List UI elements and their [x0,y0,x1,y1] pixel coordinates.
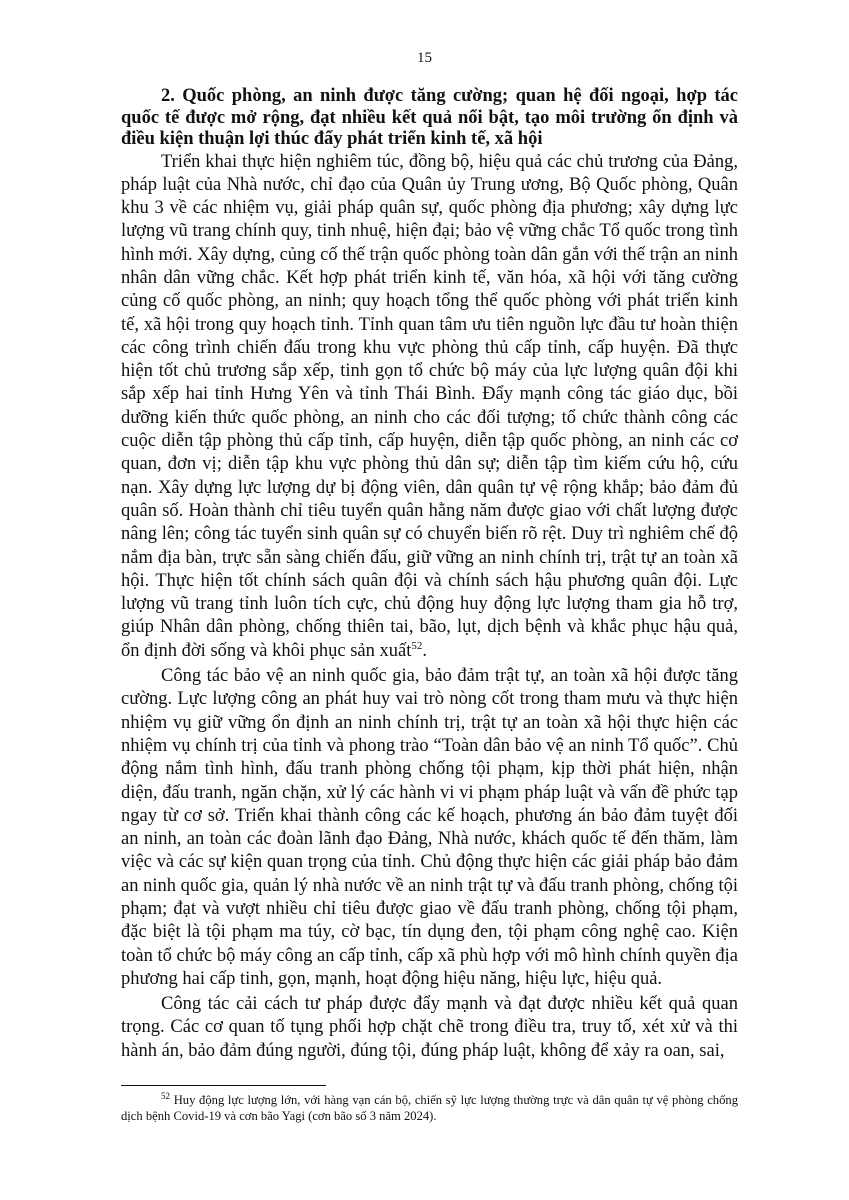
footnote [121,1090,738,1124]
paragraph-defense: Triển khai thực hiện nghiêm túc, đồng bộ, hiệu quả các chủ trương của Đảng, pháp luật của Nhà nước, chỉ đạo của Quân ủy Trung ương, Bộ Quốc phòng, Quân khu 3 về các nhiệm vụ, giải pháp quân sự, quốc phòng địa phương; xây dựng lực lượng vũ trang chính quy, tinh nhuệ, hiện đại; bảo vệ vững chắc Tổ quốc trong tình hình mới. Xây dựng, củng cố thế trận quốc phòng toàn dân gắn với thế trận an ninh nhân dân vững chắc. Kết hợp phát triển kinh tế, văn hóa, xã hội với tăng cường củng cố quốc phòng, an ninh; quy hoạch tổng thể quốc phòng với phát triển kinh tế, xã hội trong quy hoạch tỉnh. Tỉnh quan tâm ưu tiên nguồn lực đầu tư hoàn thiện các công trình chiến đấu trong khu vực phòng thủ cấp tỉnh, cấp huyện. Đã thực hiện tốt chủ trương sắp xếp, tinh gọn tổ chức bộ máy của lực lượng quân đội khi sắp xếp hai tỉnh Hưng Yên và tỉnh Thái Bình. Đẩy mạnh công tác giáo dục, bồi dưỡng kiến thức quốc phòng, an ninh cho các đối tượng; tổ chức thành công các cuộc diễn tập phòng thủ cấp tỉnh, cấp huyện, diễn tập quốc phòng, an ninh các cơ quan, đơn vị; diễn tập khu vực phòng thủ dân sự; diễn tập tìm kiếm cứu hộ, cứu nạn. Xây dựng lực lượng dự bị động viên, dân quân tự vệ rộng khắp; bảo đảm đủ quân số. Hoàn thành chỉ tiêu tuyển quân hằng năm được giao với chất lượng được nâng lên; công tác tuyển sinh quân sự có chuyển biến rõ rệt. Duy trì nghiêm chế độ nắm địa bàn, trực sẵn sàng chiến đấu, giữ vững an ninh chính trị, trật tự an toàn xã hội. Thực hiện tốt chính sách quân đội và chính sách hậu phương quân đội. Lực lượng vũ trang tỉnh luôn tích cực, chủ động huy động lực lượng tham gia hỗ trợ, giúp Nhân dân phòng, chống thiên tai, bão, lụt, dịch bệnh và khắc phục hậu quả, ổn định đời sống và khôi phục sản xuất$^{52}$. [121,151,738,661]
footnote-text: Huy động lực lượng lớn, với hàng vạn cán bộ, chiến sỹ lực lượng thường trực và dân quân tự vệ phòng chống dịch bệnh Covid-19 và cơn bão Yagi (cơn bão số 3 năm 2024). [121,1093,738,1123]
footnote-divider [121,1085,326,1086]
footnote-number: 52 [161,1090,170,1101]
page-number: 15 [417,50,432,66]
paragraph-security [121,665,738,991]
paragraph-text: Triển khai thực hiện nghiêm túc, đồng bộ, hiệu quả các chủ trương của Đảng, pháp luật của Nhà nước, chỉ đạo của Quân ủy Trung ương, Bộ Quốc phòng, Quân khu 3 về các nhiệm vụ, giải pháp quân sự, quốc phòng địa phương; xây dựng lực lượng vũ trang chính quy, tinh nhuệ, hiện đại; bảo vệ vững chắc Tổ quốc trong tình hình mới. Xây dựng, củng cố thế trận quốc phòng toàn dân gắn với thế trận an ninh nhân dân vững chắc. Kết hợp phát triển kinh tế, văn hóa, xã hội với tăng cường củng cố quốc phòng, an ninh; quy hoạch tổng thể quốc phòng với phát triển kinh tế, xã hội trong quy hoạch tỉnh. Tỉnh quan tâm ưu tiên nguồn lực đầu tư hoàn thiện các công trình chiến đấu trong khu vực phòng thủ cấp tỉnh, cấp huyện. Đã thực hiện tốt chủ trương sắp xếp, tinh gọn tổ chức bộ máy của lực lượng quân đội khi sắp xếp hai tỉnh Hưng Yên và tỉnh Thái Bình. Đẩy mạnh công tác giáo dục, bồi dưỡng kiến thức quốc phòng, an ninh cho các đối tượng; tổ chức thành công các cuộc diễn tập phòng thủ cấp tỉnh, cấp huyện, diễn tập quốc phòng, an ninh các cơ quan, đơn vị; diễn tập khu vực phòng thủ dân sự; diễn tập tìm kiếm cứu hộ, cứu nạn. Xây dựng lực lượng dự bị động viên, dân quân tự vệ rộng khắp; bảo đảm đủ quân số. Hoàn thành chỉ tiêu tuyển quân hằng năm được giao với chất lượng được nâng lên; công tác tuyển sinh quân sự có chuyển biến rõ rệt. Duy trì nghiêm chế độ nắm địa bàn, trực sẵn sàng chiến đấu, giữ vững an ninh chính trị, trật tự an toàn xã hội. Thực hiện tốt chính sách quân đội và chính sách hậu phương quân đội. Lực lượng vũ trang tỉnh luôn tích cực, chủ động huy động lực lượng tham gia hỗ trợ, giúp Nhân dân phòng, chống thiên tai, bão, lụt, dịch bệnh và khắc phục hậu quả, ổn định đời sống và khôi phục sản xuất [121,151,738,661]
paragraph-judicial-reform [121,993,738,1063]
document-body [121,86,738,1063]
footnote-reference[interactable]: 52 [411,639,423,652]
paragraph-text: Công tác bảo vệ an ninh quốc gia, bảo đảm trật tự, an toàn xã hội được tăng cường. Lực lượng công an phát huy vai trò nòng cốt trong tham mưu và thực hiện nhiệm vụ giữ vững ổn định an ninh chính trị, trật tự an toàn xã hội thực hiện các nhiệm vụ chính trị của tỉnh và phong trào “Toàn dân bảo vệ an ninh Tổ quốc”. Chủ động nắm tình hình, đấu tranh phòng chống tội phạm, kịp thời phát hiện, nhận diện, đấu tranh, ngăn chặn, xử lý các hành vi vi phạm pháp luật và vấn đề phức tạp ngay từ cơ sở. Triển khai thành công các kế hoạch, phương án bảo đảm tuyệt đối an ninh, an toàn các đoàn lãnh đạo Đảng, Nhà nước, khách quốc tế đến thăm, làm việc và các sự kiện quan trọng của tỉnh. Chủ động thực hiện các giải pháp bảo đảm an ninh quốc gia, quản lý nhà nước về an ninh trật tự và đấu tranh phòng, chống tội phạm; đạt và vượt nhiều chỉ tiêu được giao về đấu tranh phòng, chống tội phạm, đặc biệt là tội phạm ma túy, cờ bạc, tín dụng đen, tội phạm công nghệ cao. Kiện toàn tổ chức bộ máy công an cấp tỉnh, cấp xã phù hợp với mô hình chính quyền địa phương hai cấp tinh, gọn, mạnh, hoạt động hiệu năng, hiệu lực, hiệu quả. [121,666,738,989]
section-heading: 2. Quốc phòng, an ninh được tăng cường; quan hệ đối ngoại, hợp tác quốc tế được mở rộng, đạt nhiều kết quả nổi bật, tạo môi trường ổn định và điều kiện thuận lợi thúc đẩy phát triển kinh tế, xã hội [121,86,738,149]
paragraph-text: Công tác cải cách tư pháp được đẩy mạnh và đạt được nhiều kết quả quan trọng. Các cơ quan tố tụng phối hợp chặt chẽ trong điều tra, truy tố, xét xử và thi hành án, bảo đảm đúng người, đúng tội, đúng pháp luật, không để xảy ra oan, sai, [121,994,738,1061]
